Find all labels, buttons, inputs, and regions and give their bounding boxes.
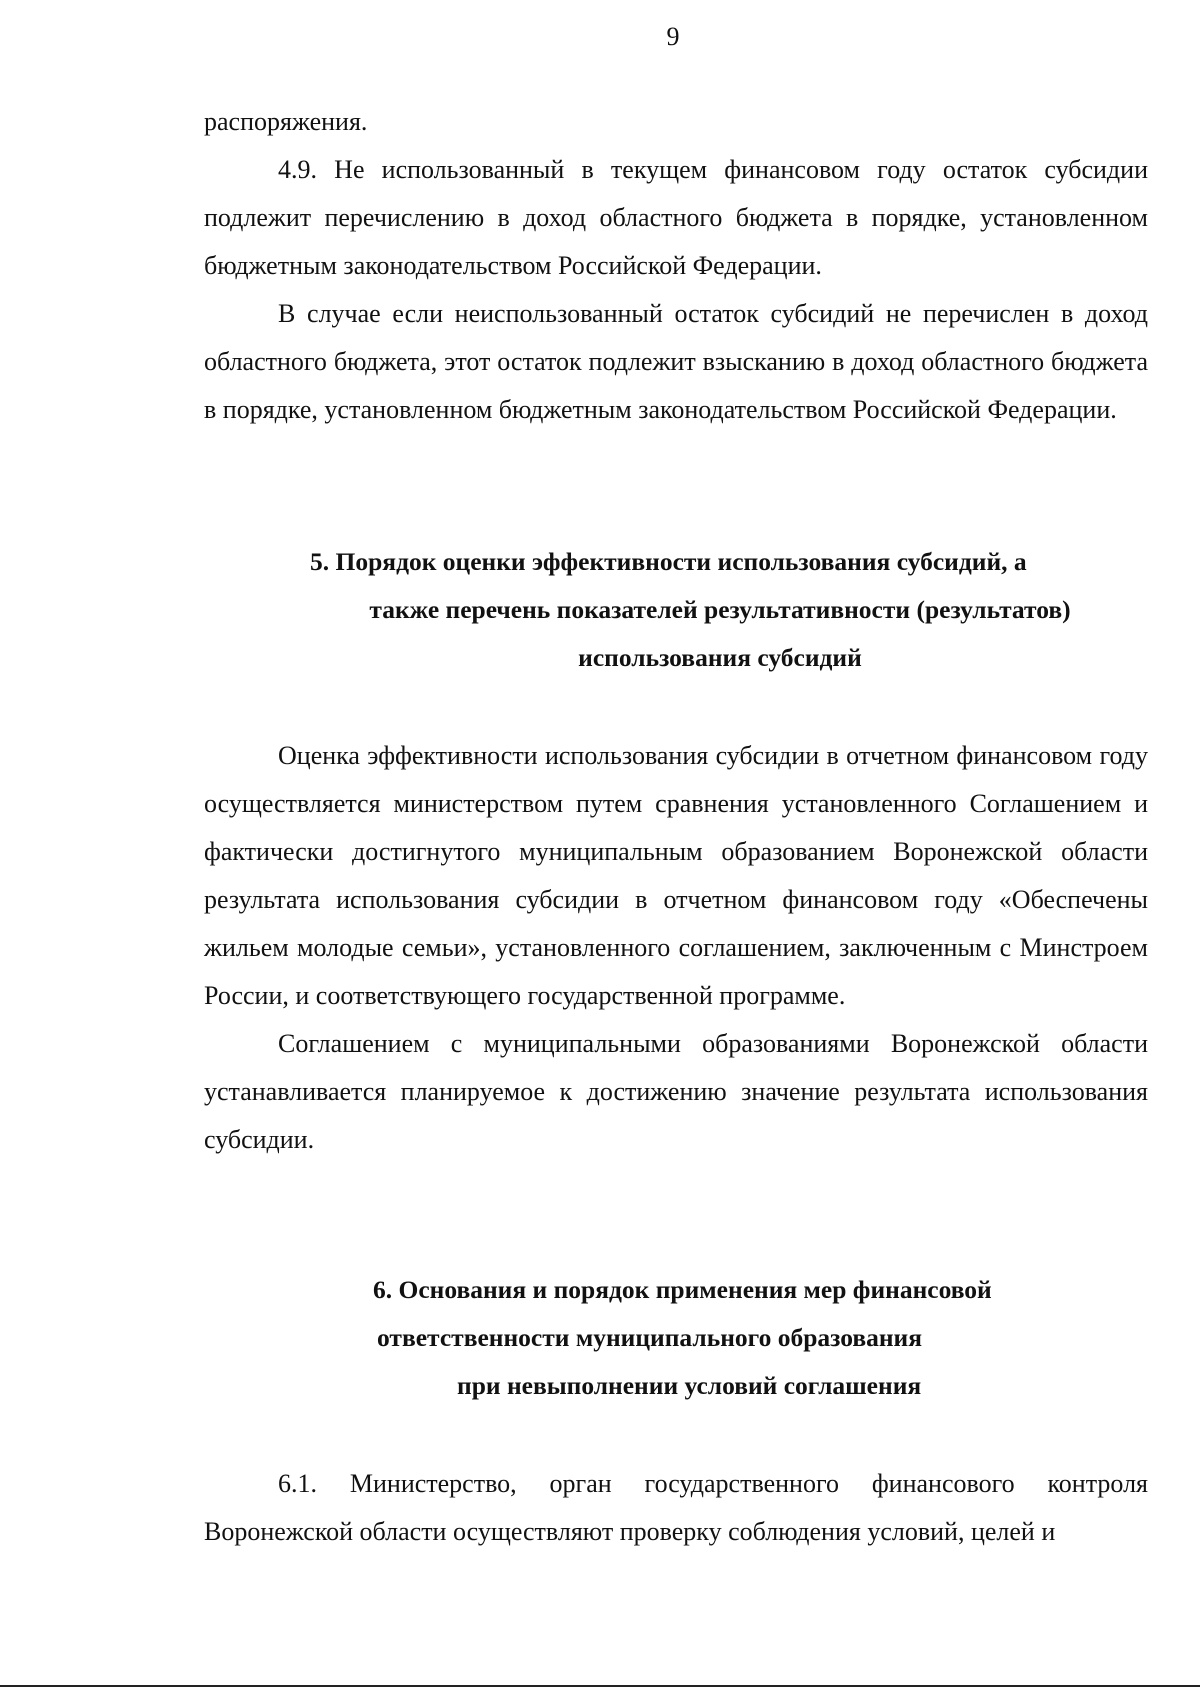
page-number: 9 <box>666 22 680 51</box>
section-5-heading-line-2: также перечень показателей результативности (результатов) <box>369 595 1071 624</box>
section-5-heading <box>300 538 1140 682</box>
paragraph-planned-result: Соглашением с муниципальными образованиями Воронежской области устанавливается планируемое к достижению значение результата использования субсидии. <box>204 1029 1148 1154</box>
page-bottom-rule <box>0 1685 1200 1687</box>
paragraph-efficiency-evaluation: Оценка эффективности использования субсидии в отчетном финансовом году осуществляется министерством путем сравнения установленного Соглашением и фактически достигнутого муниципальным образованием Воронежской области результата использования субсидии в отчетном финансовом году «Обеспечены жильем молодые семьи», установленного соглашением, заключенным с Минстроем России, и соответствующего государственной программе. <box>204 741 1148 1010</box>
paragraph-6-1: 6.1. Министерство, орган государственного финансового контроля Воронежской области осуществляют проверку соблюдения условий, целей и <box>204 1469 1148 1546</box>
paragraph-unused-balance: В случае если неиспользованный остаток субсидий не перечислен в доход областного бюджета, этот остаток подлежит взысканию в доход областного бюджета в порядке, установленном бюджетным законодательством Российской Федерации. <box>204 299 1148 424</box>
section-6-heading <box>340 1266 1120 1410</box>
section-5-heading-line-3: использования субсидий <box>578 643 862 672</box>
section-5-heading-line-1: 5. Порядок оценки эффективности использования субсидий, а <box>310 547 1027 576</box>
paragraph-4-9: 4.9. Не использованный в текущем финансовом году остаток субсидии подлежит перечислению в доход областного бюджета в порядке, установленном бюджетным законодательством Российской Федерации. <box>204 155 1148 280</box>
section-6-heading-line-1: 6. Основания и порядок применения мер финансовой <box>373 1275 992 1304</box>
section-6-heading-line-3: при невыполнении условий соглашения <box>457 1371 922 1400</box>
intro-text-block <box>204 98 1148 434</box>
section-5-text-block <box>204 732 1148 1164</box>
section-6-text-block <box>204 1460 1148 1556</box>
section-6-heading-line-2: ответственности муниципального образования <box>377 1323 923 1352</box>
paragraph-continuation: распоряжения. <box>204 107 368 136</box>
